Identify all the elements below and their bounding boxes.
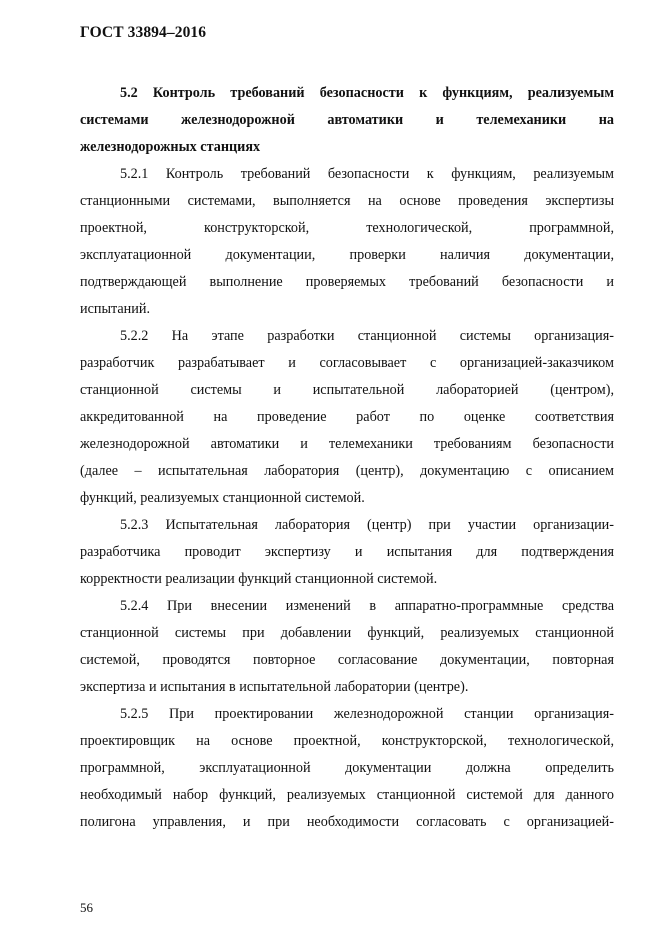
paragraph-line: эксплуатационной документации, проверки наличия документации, <box>80 247 614 263</box>
section-heading-line: 5.2 Контроль требований безопасности к функциям, реализуемым <box>120 85 614 101</box>
section-heading <box>80 80 614 161</box>
paragraph-5-2-3 <box>80 512 614 593</box>
paragraph-line: корректности реализации функций станционной системой. <box>80 571 438 587</box>
paragraph-5-2-5 <box>80 701 614 836</box>
page-header-standard-id: ГОСТ 33894–2016 <box>80 24 207 41</box>
section-heading-line: системами железнодорожной автоматики и телемеханики на <box>80 112 614 128</box>
section-heading-line: железнодорожных станциях <box>80 139 261 155</box>
paragraph-line: 5.2.5 При проектировании железнодорожной станции организация- <box>120 706 614 722</box>
paragraph-5-2-4 <box>80 593 614 701</box>
paragraph-line: 5.2.1 Контроль требований безопасности к функциям, реализуемым <box>120 166 614 182</box>
paragraph-line: полигона управления, и при необходимости согласовать с организацией- <box>80 814 614 830</box>
page-number: 56 <box>80 900 93 915</box>
paragraph-line: функций, реализуемых станционной системой. <box>80 490 365 506</box>
paragraph-line: станционной системы при добавлении функций, реализуемых станционной <box>80 625 614 641</box>
document-body <box>80 80 614 836</box>
paragraph-line: (далее – испытательная лаборатория (центр), документацию с описанием <box>80 463 614 479</box>
paragraph-line: 5.2.2 На этапе разработки станционной системы организация- <box>120 328 614 344</box>
paragraph-line: системой, проводятся повторное согласование документации, повторная <box>80 652 614 668</box>
paragraph-line: аккредитованной на проведение работ по оценке соответствия <box>80 409 614 425</box>
paragraph-line: 5.2.3 Испытательная лаборатория (центр) при участии организации- <box>120 517 614 533</box>
paragraph-line: испытаний. <box>80 301 151 317</box>
paragraph-line: программной, эксплуатационной документации должна определить <box>80 760 614 776</box>
paragraph-line: железнодорожной автоматики и телемеханики требованиям безопасности <box>80 436 614 452</box>
paragraph-line: необходимый набор функций, реализуемых станционной системой для данного <box>80 787 614 803</box>
paragraph-line: разработчик разрабатывает и согласовывает с организацией-заказчиком <box>80 355 614 371</box>
paragraph-line: станционной системы и испытательной лабораторией (центром), <box>80 382 614 398</box>
paragraph-line: проектной, конструкторской, технологической, программной, <box>80 220 614 236</box>
paragraph-5-2-2 <box>80 323 614 512</box>
paragraph-line: станционными системами, выполняется на основе проведения экспертизы <box>80 193 614 209</box>
paragraph-line: экспертиза и испытания в испытательной лаборатории (центре). <box>80 679 469 695</box>
paragraph-line: 5.2.4 При внесении изменений в аппаратно-программные средства <box>120 598 614 614</box>
paragraph-5-2-1 <box>80 161 614 323</box>
paragraph-line: разработчика проводит экспертизу и испытания для подтверждения <box>80 544 614 560</box>
paragraph-line: проектировщик на основе проектной, конструкторской, технологической, <box>80 733 614 749</box>
paragraph-line: подтверждающей выполнение проверяемых требований безопасности и <box>80 274 614 290</box>
